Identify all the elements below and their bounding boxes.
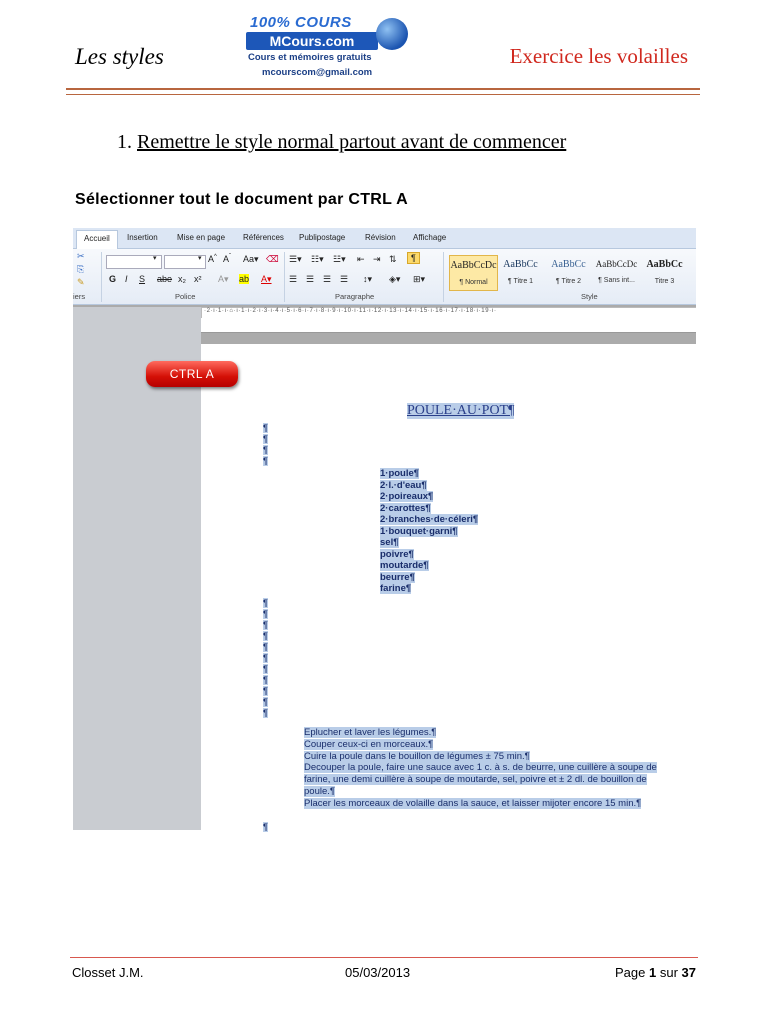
chevron-down-icon[interactable]: ▾ xyxy=(198,255,202,262)
empty-paragraph-mark: ¶ xyxy=(263,708,268,718)
ingredient-item: 2·poireaux¶ xyxy=(380,491,434,502)
ingredient-item: farine¶ xyxy=(380,583,412,594)
ingredient-item: moutarde¶ xyxy=(380,560,429,571)
style-preview: AaBbCc xyxy=(503,259,538,270)
empty-paragraph-mark: ¶ xyxy=(263,598,268,608)
style-name: Titre 3 xyxy=(654,278,675,285)
logo-line2: MCours.com xyxy=(246,32,378,50)
logo-email: mcourscom@gmail.com xyxy=(262,67,373,78)
logo-line1: 100% COURS xyxy=(250,14,352,31)
footer-divider xyxy=(70,957,698,958)
header-left-title: Les styles xyxy=(75,44,164,69)
heading-number: 1. xyxy=(117,131,132,153)
empty-paragraph-mark: ¶ xyxy=(263,653,268,663)
ingredient-item: poivre¶ xyxy=(380,548,414,560)
tab-affichage[interactable]: Affichage xyxy=(413,233,447,242)
recipe-step: Couper ceux-ci en morceaux.¶ xyxy=(304,738,434,750)
recipe-step: Decouper la poule, faire une sauce avec 1 c. à s. de beurre, une cuillère à soupe de farine, une demi cuillère à soupe de moutarde, sel, poivre et ± 2 dl. de bouillon de poule.¶ xyxy=(304,762,657,797)
strikethrough-icon[interactable]: abe xyxy=(157,274,173,284)
increase-indent-icon[interactable]: ⇥ xyxy=(373,254,381,264)
previous-page-edge xyxy=(201,318,696,333)
page-prefix: Page xyxy=(614,965,646,980)
style-titre-2[interactable] xyxy=(545,255,592,289)
italic-icon[interactable]: I xyxy=(125,274,128,284)
highlight-icon[interactable]: ab xyxy=(239,274,250,284)
empty-paragraph-mark: ¶ xyxy=(263,822,268,832)
style-titre-1[interactable] xyxy=(497,255,544,289)
cut-icon[interactable]: ✂ xyxy=(77,251,85,261)
group-separator xyxy=(284,252,285,302)
document-title: POULE·AU·POT¶ xyxy=(407,403,515,418)
footer-date: 05/03/2013 xyxy=(345,965,411,980)
grow-font-icon[interactable]: A^ xyxy=(208,254,217,264)
tab-accueil[interactable]: Accueil xyxy=(76,230,118,250)
ingredient-item: beurre¶ xyxy=(380,571,415,583)
footer-page-number xyxy=(615,965,696,980)
empty-paragraph-mark: ¶ xyxy=(263,675,268,685)
style-name: ¶ Titre 2 xyxy=(555,278,582,285)
decrease-indent-icon[interactable]: ⇤ xyxy=(357,254,365,264)
header-right-title: Exercice les volailles xyxy=(509,44,688,68)
empty-paragraph-mark: ¶ xyxy=(263,434,268,444)
tab-insertion[interactable]: Insertion xyxy=(127,233,158,242)
text-effects-icon[interactable]: A▾ xyxy=(218,274,229,284)
ribbon-tabs xyxy=(73,228,696,249)
underline-icon[interactable]: S xyxy=(139,274,146,284)
clipboard-group-label: iers xyxy=(73,292,86,301)
ingredient-item: 2·l.·d'eau¶ xyxy=(380,479,427,491)
empty-paragraph-mark: ¶ xyxy=(263,631,268,641)
empty-paragraph-mark: ¶ xyxy=(263,620,268,630)
style-preview: AaBbCc xyxy=(551,259,586,270)
ribbon xyxy=(73,249,696,305)
style-normal[interactable] xyxy=(449,255,498,291)
styles-group-label: Style xyxy=(581,292,598,301)
ingredient-item: 1·bouquet·garni¶ xyxy=(380,525,458,537)
multilevel-list-icon[interactable]: ☳▾ xyxy=(333,254,346,264)
paragraph-group-label: Paragraphe xyxy=(335,292,375,301)
tab-references[interactable]: Références xyxy=(243,233,284,242)
recipe-step: Placer les morceaux de volaille dans la sauce, et laisser mijoter encore 15 min.¶ xyxy=(304,797,642,809)
ingredient-item: sel¶ xyxy=(380,537,399,548)
style-name: ¶ Titre 1 xyxy=(507,278,534,285)
sort-icon[interactable]: ⇅ xyxy=(389,254,397,264)
align-center-icon[interactable]: ☰ xyxy=(306,274,315,284)
style-preview: AaBbCcDc xyxy=(595,259,638,269)
empty-paragraph-mark: ¶ xyxy=(263,456,268,466)
style-name: ¶ Sans int... xyxy=(598,277,635,284)
subscript-icon[interactable]: x₂ xyxy=(178,274,186,284)
tab-revision[interactable]: Révision xyxy=(365,233,396,242)
bold-icon[interactable]: G xyxy=(109,274,117,284)
style-titre-3[interactable] xyxy=(641,255,688,289)
empty-paragraph-mark: ¶ xyxy=(263,686,268,696)
tab-publipostage[interactable]: Publipostage xyxy=(299,233,346,242)
font-group-label: Police xyxy=(175,292,196,301)
recipe-step: Eplucher et laver les légumes.¶ xyxy=(304,727,437,738)
numbering-icon[interactable]: ☷▾ xyxy=(311,254,324,264)
line-spacing-icon[interactable]: ↕▾ xyxy=(363,274,373,284)
site-logo xyxy=(240,12,412,78)
ruler-ticks: ·2·ı·1·ı·⌂·ı·1·ı·2·ı·3·ı·4·ı·5·ı·6·ı·7·ı·8·ı·9·ı·10·ı·11·ı·12·ı·13·ı·14·ı·15·ı·16·ı·17·ı·18·ı·19·ı· xyxy=(204,308,497,314)
clear-format-icon[interactable]: ⌫ xyxy=(266,254,279,264)
section-heading xyxy=(117,131,566,154)
ctrl-a-button: CTRL A xyxy=(146,361,238,387)
group-separator xyxy=(443,252,444,302)
superscript-icon[interactable]: x² xyxy=(194,274,202,284)
chevron-down-icon[interactable]: ▾ xyxy=(153,255,157,262)
empty-paragraph-mark: ¶ xyxy=(263,642,268,652)
page-separator: sur xyxy=(659,965,678,980)
ingredient-item: 2·branches·de·céleri¶ xyxy=(380,514,479,525)
tab-mise-en-page[interactable]: Mise en page xyxy=(177,233,226,242)
ingredient-item: 1·poule¶ xyxy=(380,468,420,479)
style-preview: AaBbCc xyxy=(646,259,683,270)
globe-icon xyxy=(376,18,408,50)
align-right-icon[interactable]: ☰ xyxy=(323,274,332,284)
style-preview: AaBbCcDc xyxy=(450,260,497,271)
ingredient-item: 2·carottes¶ xyxy=(380,502,431,514)
instruction-text: Sélectionner tout le document par CTRL A xyxy=(75,191,408,208)
style-name: ¶ Normal xyxy=(459,279,488,286)
empty-paragraph-mark: ¶ xyxy=(263,664,268,674)
page-current: 1 xyxy=(648,965,657,980)
show-marks-icon[interactable]: ¶ xyxy=(407,252,420,264)
empty-paragraph-mark: ¶ xyxy=(263,609,268,619)
align-left-icon[interactable]: ☰ xyxy=(289,274,298,284)
group-separator xyxy=(101,252,102,302)
word-screenshot xyxy=(73,228,696,830)
recipe-step: Cuire la poule dans le bouillon de légumes ± 75 min.¶ xyxy=(304,750,530,762)
shading-icon[interactable]: ◈▾ xyxy=(389,274,401,284)
justify-icon[interactable]: ☰ xyxy=(340,274,349,284)
empty-paragraph-mark: ¶ xyxy=(263,423,268,433)
bullets-icon[interactable]: ☰▾ xyxy=(289,254,302,264)
page-total: 37 xyxy=(681,965,696,980)
ingredient-list xyxy=(380,468,478,595)
copy-icon[interactable]: ⎘ xyxy=(77,264,85,274)
style-sans-interligne[interactable] xyxy=(593,255,640,289)
format-painter-icon[interactable]: ✎ xyxy=(77,277,85,287)
footer-author: Closset J.M. xyxy=(72,965,144,980)
recipe-steps xyxy=(304,727,664,810)
empty-paragraph-mark: ¶ xyxy=(263,445,268,455)
change-case-icon[interactable]: Aa▾ xyxy=(243,254,259,264)
empty-paragraph-mark: ¶ xyxy=(263,697,268,707)
borders-icon[interactable]: ⊞▾ xyxy=(413,274,426,284)
shrink-font-icon[interactable]: $A^ˇ$ xyxy=(223,254,232,264)
header-divider xyxy=(66,88,700,95)
logo-line3: Cours et mémoires gratuits xyxy=(248,52,372,63)
heading-text: Remettre le style normal partout avant de commencer xyxy=(137,131,567,153)
font-color-icon[interactable]: A▾ xyxy=(261,274,272,284)
